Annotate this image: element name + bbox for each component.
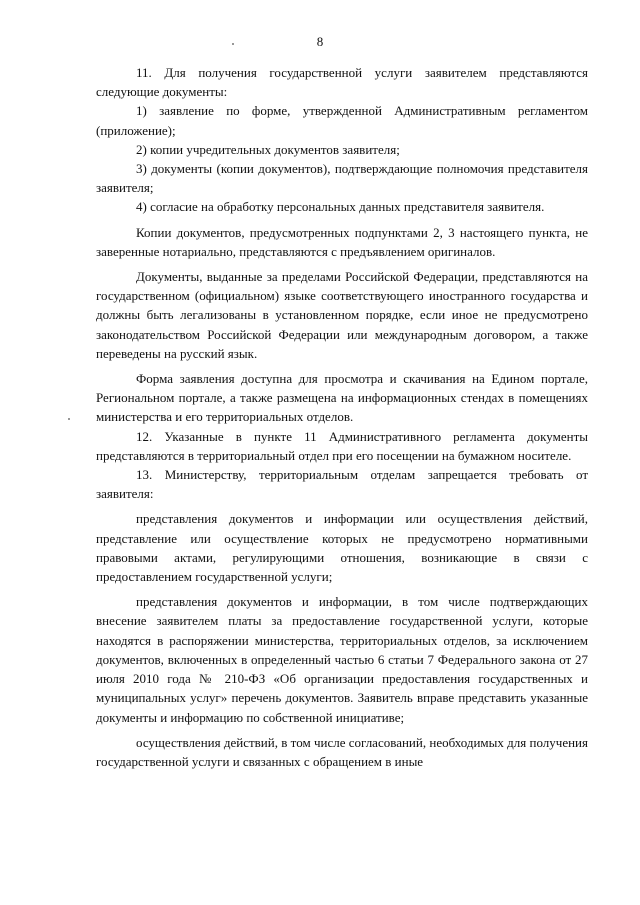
paragraph-item-13: 13. Министерству, территориальным отделам запрещается требовать от заявителя: [96,467,588,502]
paragraph-form-availability: Форма заявления доступна для просмотра и скачивания на Едином портале, Региональном портале, а также размещена на информационных стендах в помещениях министерства и его территориальных отделов. [96,371,588,425]
paragraph-prohibition-3: осуществления действий, в том числе согласований, необходимых для получения государственной услуги и связанных с обращением в иные [96,734,588,769]
paragraph-list-item-1: 1) заявление по форме, утвержденной Административным регламентом (приложение); [96,103,588,138]
scan-speck [232,43,234,45]
paragraph-item-12: 12. Указанные в пункте 11 Административного регламента документы представляются в территориальный отдел при его посещении на бумажном носителе. [96,428,588,463]
paragraph-foreign-documents: Документы, выданные за пределами Российской Федерации, представляются на государственном (официальном) языке соответствующего иностранного государства и должны быть легализованы в установленном порядке, если иное не предусмотрено законодательством Российской Федерации или международным договором, а также переведены на русский язык. [96,269,588,361]
paragraph-prohibition-1: представления документов и информации или осуществления действий, представление или осуществление которых не предусмотрено нормативными правовыми актами, регулирующими отношения, возникающие в связи с предоставлением государственной услуги; [96,511,588,585]
document-body [96,63,588,771]
scan-speck [68,418,70,420]
paragraph-list-item-3: 3) документы (копии документов), подтверждающие полномочия представителя заявителя; [96,161,588,196]
paragraph-item-11: 11. Для получения государственной услуги заявителем представляются следующие документы: [96,65,588,100]
paragraph-copies: Копии документов, предусмотренных подпунктами 2, 3 настоящего пункта, не заверенные нотариально, представляются с предъявлением оригиналов. [96,224,588,259]
paragraph-prohibition-2: представления документов и информации, в том числе подтверждающих внесение заявителем платы за предоставление государственной услуги, которые находятся в распоряжении министерства, территориальных отделов, за исключением документов, включенных в определенный частью 6 статьи 7 Федерального закона от 27 июля 2010 года № 210-ФЗ «Об организации предоставления государственных и муниципальных услуг» перечень документов. Заявитель вправе представить указанные документы и информацию по собственной инициативе; [96,594,588,725]
page-number: 8 [316,34,324,49]
paragraph-list-item-4: 4) согласие на обработку персональных данных представителя заявителя. [136,199,545,215]
paragraph-list-item-2: 2) копии учредительных документов заявителя; [136,141,400,157]
